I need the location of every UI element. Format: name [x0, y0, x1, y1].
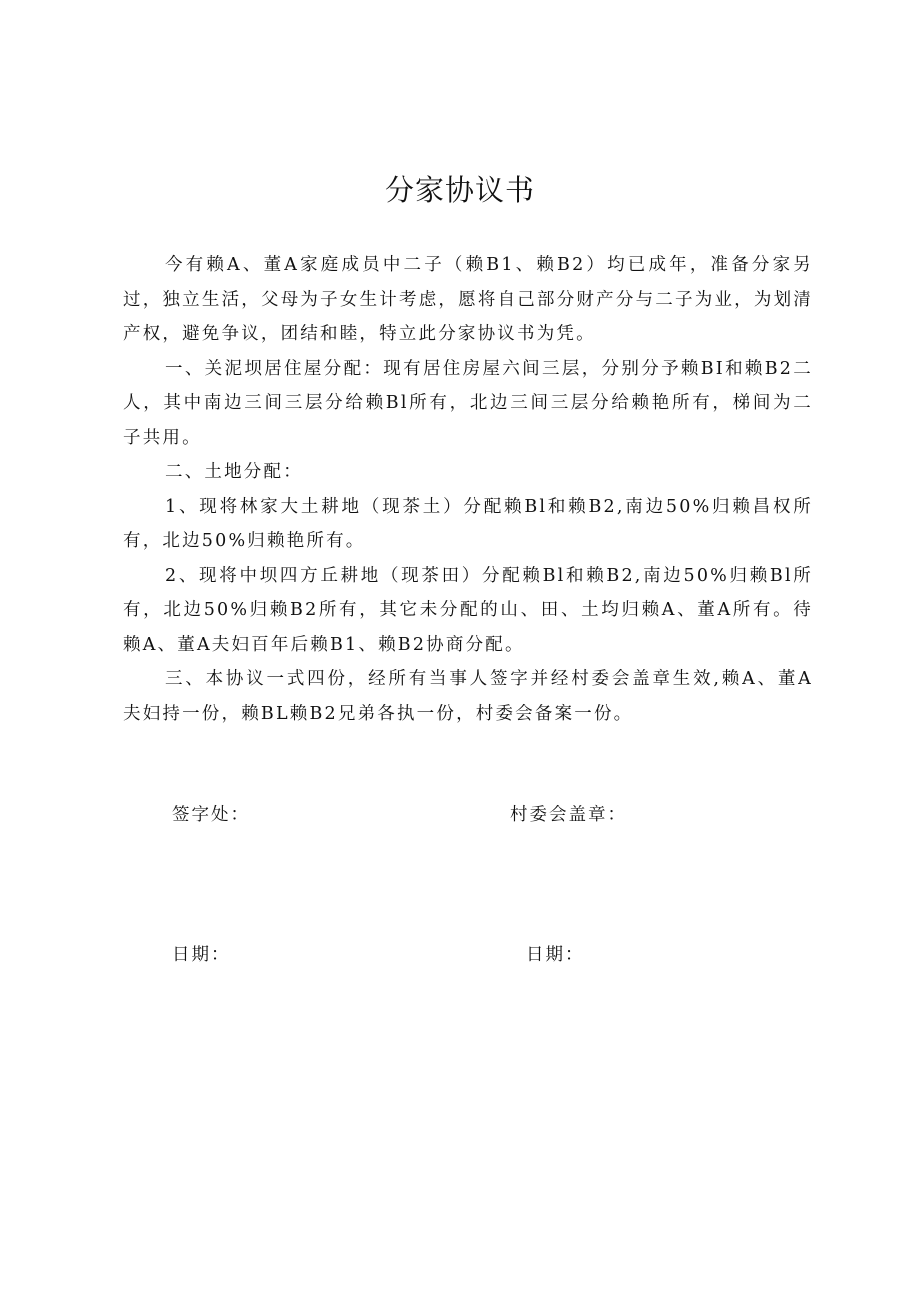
paragraph-land-item-2: 2、现将中坝四方丘耕地（现茶田）分配赖Bl和赖B2,南边50%归赖Bl所有，北边50%归赖B2所有，其它未分配的山、田、土均归赖A、董A所有。待赖A、董A夫妇百年后赖B1、赖B2协商分配。: [123, 565, 813, 655]
paragraph-intro: 今有赖A、董A家庭成员中二子（赖B1、赖B2）均已成年，准备分家另过，独立生活，父母为子女生计考虑，愿将自己部分财产分与二子为业，为划清产权，避免争议，团结和睦，特立此分家协议书为凭。: [123, 255, 813, 344]
document-body: [123, 248, 813, 731]
paragraph-land-heading: 二、土地分配：: [165, 462, 303, 482]
signature-date-label: 日期：: [172, 945, 231, 965]
paragraph-house-allocation: 一、关泥坝居住屋分配：现有居住房屋六间三层，分别分予赖BI和赖B2二人，其中南边三间三层分给赖Bl所有，北边三间三层分给赖艳所有，梯间为二子共用。: [123, 358, 813, 448]
village-stamp-label: 村委会盖章：: [510, 805, 627, 825]
signature-label: 签字处：: [172, 805, 250, 825]
paragraph-land-item-1: 1、现将林家大土耕地（现茶土）分配赖Bl和赖B2,南边50%归赖昌权所有，北边50%归赖艳所有。: [123, 496, 813, 551]
document-title: 分家协议书: [384, 173, 535, 207]
paragraph-copies: 三、本协议一式四份，经所有当事人签字并经村委会盖章生效,赖A、董A夫妇持一份，赖BL赖B2兄弟各执一份，村委会备案一份。: [123, 669, 813, 724]
stamp-date-label: 日期：: [526, 945, 585, 965]
